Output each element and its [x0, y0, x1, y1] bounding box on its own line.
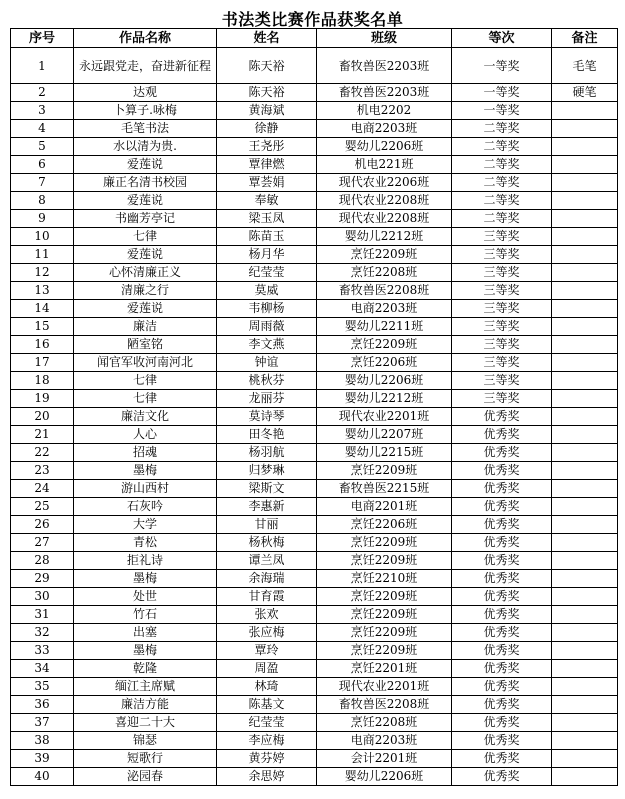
- table-row: [11, 444, 618, 462]
- cell-index: 2: [11, 84, 74, 102]
- cell-work-title: 闻官军收河南河北: [74, 354, 217, 372]
- cell-award-level: 三等奖: [452, 282, 552, 300]
- col-header-index: 序号: [11, 29, 74, 48]
- cell-work-title: 短歌行: [74, 750, 217, 768]
- cell-remark: [552, 120, 618, 138]
- cell-class: 烹饪2209班: [317, 462, 452, 480]
- table-row: [11, 480, 618, 498]
- cell-index: 23: [11, 462, 74, 480]
- col-header-name: 姓名: [217, 29, 317, 48]
- cell-name: 陈天裕: [217, 84, 317, 102]
- cell-remark: [552, 426, 618, 444]
- cell-name: 余思婷: [217, 768, 317, 786]
- table-row: [11, 390, 618, 408]
- cell-class: 烹饪2208班: [317, 714, 452, 732]
- cell-work-title: 爱莲说: [74, 192, 217, 210]
- cell-class: 现代农业2208班: [317, 192, 452, 210]
- cell-name: 谭兰凤: [217, 552, 317, 570]
- cell-name: 张欢: [217, 606, 317, 624]
- cell-name: 覃玲: [217, 642, 317, 660]
- table-row: [11, 174, 618, 192]
- cell-work-title: 廉洁文化: [74, 408, 217, 426]
- cell-award-level: 优秀奖: [452, 588, 552, 606]
- cell-work-title: 水以清为贵.: [74, 138, 217, 156]
- cell-index: 22: [11, 444, 74, 462]
- cell-award-level: 优秀奖: [452, 462, 552, 480]
- table-row: [11, 678, 618, 696]
- cell-name: 杨羽航: [217, 444, 317, 462]
- cell-remark: [552, 498, 618, 516]
- cell-class: 电商2203班: [317, 732, 452, 750]
- cell-remark: [552, 588, 618, 606]
- cell-name: 林琦: [217, 678, 317, 696]
- table-row: [11, 48, 618, 84]
- cell-index: 34: [11, 660, 74, 678]
- cell-name: 李应梅: [217, 732, 317, 750]
- cell-index: 16: [11, 336, 74, 354]
- cell-work-title: 心怀清廉正义: [74, 264, 217, 282]
- cell-class: 畜牧兽医2215班: [317, 480, 452, 498]
- cell-class: 烹饪2209班: [317, 642, 452, 660]
- cell-index: 30: [11, 588, 74, 606]
- cell-index: 21: [11, 426, 74, 444]
- cell-class: 畜牧兽医2203班: [317, 84, 452, 102]
- cell-work-title: 七律: [74, 372, 217, 390]
- table-row: [11, 192, 618, 210]
- cell-name: 李惠新: [217, 498, 317, 516]
- cell-work-title: 竹石: [74, 606, 217, 624]
- cell-work-title: 喜迎二十大: [74, 714, 217, 732]
- cell-remark: [552, 390, 618, 408]
- cell-work-title: 处世: [74, 588, 217, 606]
- cell-class: 烹饪2210班: [317, 570, 452, 588]
- cell-name: 杨秋梅: [217, 534, 317, 552]
- cell-index: 28: [11, 552, 74, 570]
- cell-remark: [552, 372, 618, 390]
- table-row: [11, 696, 618, 714]
- cell-work-title: 陋室铭: [74, 336, 217, 354]
- cell-remark: [552, 228, 618, 246]
- table-row: [11, 120, 618, 138]
- cell-work-title: 乾隆: [74, 660, 217, 678]
- cell-class: 婴幼儿2206班: [317, 138, 452, 156]
- cell-work-title: 墨梅: [74, 570, 217, 588]
- cell-award-level: 三等奖: [452, 264, 552, 282]
- table-row: [11, 354, 618, 372]
- cell-class: 婴幼儿2206班: [317, 768, 452, 786]
- cell-class: 烹饪2209班: [317, 336, 452, 354]
- cell-index: 31: [11, 606, 74, 624]
- cell-class: 现代农业2208班: [317, 210, 452, 228]
- col-header-work-title: 作品名称: [74, 29, 217, 48]
- table-row: [11, 660, 618, 678]
- cell-remark: [552, 732, 618, 750]
- cell-name: 纪莹莹: [217, 264, 317, 282]
- cell-remark: [552, 354, 618, 372]
- cell-award-level: 二等奖: [452, 192, 552, 210]
- cell-award-level: 优秀奖: [452, 768, 552, 786]
- cell-remark: [552, 678, 618, 696]
- cell-name: 余海瑞: [217, 570, 317, 588]
- cell-remark: [552, 534, 618, 552]
- cell-work-title: 人心: [74, 426, 217, 444]
- cell-work-title: 廉洁方能: [74, 696, 217, 714]
- table-row: [11, 372, 618, 390]
- col-header-remark: 备注: [552, 29, 618, 48]
- table-row: [11, 732, 618, 750]
- cell-name: 王尧彤: [217, 138, 317, 156]
- cell-award-level: 二等奖: [452, 174, 552, 192]
- col-header-award-level: 等次: [452, 29, 552, 48]
- table-row: [11, 426, 618, 444]
- cell-class: 烹饪2209班: [317, 552, 452, 570]
- cell-award-level: 优秀奖: [452, 732, 552, 750]
- table-row: [11, 138, 618, 156]
- cell-work-title: 青松: [74, 534, 217, 552]
- table-row: [11, 246, 618, 264]
- cell-name: 钟谊: [217, 354, 317, 372]
- cell-remark: [552, 768, 618, 786]
- cell-name: 奉敏: [217, 192, 317, 210]
- cell-index: 11: [11, 246, 74, 264]
- cell-name: 桃秋芬: [217, 372, 317, 390]
- cell-work-title: 泌园春: [74, 768, 217, 786]
- table-row: [11, 498, 618, 516]
- cell-work-title: 墨梅: [74, 642, 217, 660]
- cell-remark: [552, 444, 618, 462]
- cell-remark: [552, 138, 618, 156]
- cell-award-level: 三等奖: [452, 318, 552, 336]
- cell-award-level: 优秀奖: [452, 516, 552, 534]
- table-row: [11, 750, 618, 768]
- cell-award-level: 优秀奖: [452, 678, 552, 696]
- cell-index: 26: [11, 516, 74, 534]
- cell-award-level: 优秀奖: [452, 444, 552, 462]
- cell-class: 烹饪2209班: [317, 534, 452, 552]
- cell-remark: [552, 156, 618, 174]
- cell-class: 烹饪2209班: [317, 606, 452, 624]
- table-row: [11, 588, 618, 606]
- cell-work-title: 达观: [74, 84, 217, 102]
- cell-name: 莫诗琴: [217, 408, 317, 426]
- table-row: [11, 228, 618, 246]
- cell-work-title: 清廉之行: [74, 282, 217, 300]
- cell-name: 归梦琳: [217, 462, 317, 480]
- cell-index: 17: [11, 354, 74, 372]
- cell-index: 37: [11, 714, 74, 732]
- cell-name: 陈天裕: [217, 48, 317, 84]
- cell-award-level: 三等奖: [452, 228, 552, 246]
- cell-name: 甘丽: [217, 516, 317, 534]
- cell-index: 29: [11, 570, 74, 588]
- table-row: [11, 624, 618, 642]
- cell-index: 6: [11, 156, 74, 174]
- cell-index: 8: [11, 192, 74, 210]
- cell-work-title: 拒礼诗: [74, 552, 217, 570]
- cell-name: 陈基文: [217, 696, 317, 714]
- cell-work-title: 爱莲说: [74, 156, 217, 174]
- cell-name: 李文燕: [217, 336, 317, 354]
- table-row: [11, 318, 618, 336]
- table-row: [11, 300, 618, 318]
- cell-remark: [552, 210, 618, 228]
- cell-award-level: 优秀奖: [452, 534, 552, 552]
- table-row: [11, 282, 618, 300]
- cell-class: 婴幼儿2212班: [317, 228, 452, 246]
- cell-work-title: 廉正名清书校园: [74, 174, 217, 192]
- cell-work-title: 大学: [74, 516, 217, 534]
- cell-class: 烹饪2209班: [317, 246, 452, 264]
- cell-award-level: 优秀奖: [452, 498, 552, 516]
- cell-name: 覃律燃: [217, 156, 317, 174]
- cell-class: 现代农业2201班: [317, 678, 452, 696]
- cell-work-title: 游山西村: [74, 480, 217, 498]
- cell-name: 张应梅: [217, 624, 317, 642]
- cell-award-level: 优秀奖: [452, 606, 552, 624]
- cell-award-level: 二等奖: [452, 138, 552, 156]
- cell-award-level: 三等奖: [452, 336, 552, 354]
- cell-name: 杨月华: [217, 246, 317, 264]
- cell-name: 纪莹莹: [217, 714, 317, 732]
- table-row: [11, 714, 618, 732]
- cell-award-level: 优秀奖: [452, 750, 552, 768]
- cell-remark: [552, 192, 618, 210]
- cell-work-title: 永远跟党走，奋进新征程: [74, 48, 217, 84]
- cell-award-level: 三等奖: [452, 246, 552, 264]
- table-row: [11, 570, 618, 588]
- cell-award-level: 优秀奖: [452, 570, 552, 588]
- cell-class: 婴幼儿2211班: [317, 318, 452, 336]
- cell-index: 33: [11, 642, 74, 660]
- cell-index: 32: [11, 624, 74, 642]
- cell-award-level: 二等奖: [452, 156, 552, 174]
- cell-name: 周盈: [217, 660, 317, 678]
- cell-class: 现代农业2201班: [317, 408, 452, 426]
- cell-name: 甘育霞: [217, 588, 317, 606]
- cell-index: 15: [11, 318, 74, 336]
- cell-work-title: 缅江主席赋: [74, 678, 217, 696]
- cell-work-title: 毛笔书法: [74, 120, 217, 138]
- cell-name: 龙丽芬: [217, 390, 317, 408]
- cell-work-title: 爱莲说: [74, 246, 217, 264]
- cell-name: 黄芬婷: [217, 750, 317, 768]
- cell-work-title: 锦瑟: [74, 732, 217, 750]
- cell-award-level: 优秀奖: [452, 552, 552, 570]
- table-row: [11, 156, 618, 174]
- cell-class: 畜牧兽医2208班: [317, 282, 452, 300]
- cell-index: 35: [11, 678, 74, 696]
- table-row: [11, 606, 618, 624]
- cell-remark: [552, 246, 618, 264]
- page-title: 书法类比赛作品获奖名单: [221, 10, 404, 29]
- cell-index: 12: [11, 264, 74, 282]
- cell-work-title: 廉洁: [74, 318, 217, 336]
- cell-class: 烹饪2209班: [317, 588, 452, 606]
- cell-remark: [552, 300, 618, 318]
- cell-name: 周雨薇: [217, 318, 317, 336]
- cell-name: 黄海斌: [217, 102, 317, 120]
- cell-award-level: 优秀奖: [452, 642, 552, 660]
- table-row: [11, 210, 618, 228]
- cell-award-level: 一等奖: [452, 102, 552, 120]
- cell-remark: [552, 606, 618, 624]
- cell-class: 烹饪2208班: [317, 264, 452, 282]
- cell-award-level: 优秀奖: [452, 714, 552, 732]
- cell-award-level: 二等奖: [452, 120, 552, 138]
- cell-index: 18: [11, 372, 74, 390]
- cell-name: 梁玉凤: [217, 210, 317, 228]
- cell-class: 现代农业2206班: [317, 174, 452, 192]
- cell-name: 梁斯文: [217, 480, 317, 498]
- table-row: [11, 552, 618, 570]
- table-row: [11, 336, 618, 354]
- cell-index: 4: [11, 120, 74, 138]
- cell-index: 19: [11, 390, 74, 408]
- cell-remark: [552, 642, 618, 660]
- cell-remark: [552, 174, 618, 192]
- table-row: [11, 264, 618, 282]
- table-row: [11, 102, 618, 120]
- award-table: [10, 28, 618, 786]
- cell-class: 烹饪2206班: [317, 516, 452, 534]
- cell-class: 机电221班: [317, 156, 452, 174]
- cell-class: 畜牧兽医2203班: [317, 48, 452, 84]
- cell-index: 38: [11, 732, 74, 750]
- cell-remark: [552, 624, 618, 642]
- cell-index: 9: [11, 210, 74, 228]
- table-row: [11, 534, 618, 552]
- cell-remark: 毛笔: [552, 48, 618, 84]
- cell-class: 婴幼儿2206班: [317, 372, 452, 390]
- table-row: [11, 408, 618, 426]
- cell-work-title: 石灰吟: [74, 498, 217, 516]
- cell-award-level: 三等奖: [452, 390, 552, 408]
- cell-index: 1: [11, 48, 74, 84]
- cell-class: 婴幼儿2212班: [317, 390, 452, 408]
- cell-index: 7: [11, 174, 74, 192]
- cell-index: 25: [11, 498, 74, 516]
- cell-index: 39: [11, 750, 74, 768]
- cell-remark: [552, 570, 618, 588]
- cell-work-title: 墨梅: [74, 462, 217, 480]
- cell-award-level: 优秀奖: [452, 660, 552, 678]
- cell-class: 烹饪2209班: [317, 624, 452, 642]
- cell-award-level: 优秀奖: [452, 426, 552, 444]
- cell-index: 27: [11, 534, 74, 552]
- cell-class: 电商2201班: [317, 498, 452, 516]
- cell-work-title: 七律: [74, 390, 217, 408]
- cell-award-level: 优秀奖: [452, 624, 552, 642]
- cell-remark: [552, 660, 618, 678]
- cell-award-level: 优秀奖: [452, 696, 552, 714]
- cell-class: 烹饪2206班: [317, 354, 452, 372]
- table-row: [11, 84, 618, 102]
- table-row: [11, 768, 618, 786]
- cell-award-level: 三等奖: [452, 372, 552, 390]
- cell-remark: [552, 282, 618, 300]
- cell-award-level: 二等奖: [452, 210, 552, 228]
- cell-award-level: 优秀奖: [452, 408, 552, 426]
- cell-work-title: 七律: [74, 228, 217, 246]
- cell-award-level: 三等奖: [452, 300, 552, 318]
- cell-index: 14: [11, 300, 74, 318]
- cell-class: 电商2203班: [317, 300, 452, 318]
- cell-remark: [552, 480, 618, 498]
- cell-remark: [552, 552, 618, 570]
- cell-name: 覃荟娟: [217, 174, 317, 192]
- cell-award-level: 三等奖: [452, 354, 552, 372]
- cell-index: 40: [11, 768, 74, 786]
- table-row: [11, 462, 618, 480]
- cell-remark: [552, 696, 618, 714]
- cell-award-level: 优秀奖: [452, 480, 552, 498]
- cell-name: 田冬艳: [217, 426, 317, 444]
- cell-class: 烹饪2201班: [317, 660, 452, 678]
- cell-remark: [552, 264, 618, 282]
- cell-name: 莫威: [217, 282, 317, 300]
- cell-class: 畜牧兽医2208班: [317, 696, 452, 714]
- cell-award-level: 一等奖: [452, 84, 552, 102]
- cell-remark: [552, 750, 618, 768]
- cell-work-title: 卜算子.咏梅: [74, 102, 217, 120]
- cell-name: 徐静: [217, 120, 317, 138]
- cell-index: 3: [11, 102, 74, 120]
- table-header-row: [11, 29, 618, 48]
- cell-class: 婴幼儿2207班: [317, 426, 452, 444]
- cell-work-title: 出塞: [74, 624, 217, 642]
- table-row: [11, 642, 618, 660]
- cell-class: 婴幼儿2215班: [317, 444, 452, 462]
- cell-remark: 硬笔: [552, 84, 618, 102]
- cell-class: 电商2203班: [317, 120, 452, 138]
- cell-remark: [552, 408, 618, 426]
- cell-index: 5: [11, 138, 74, 156]
- cell-work-title: 招魂: [74, 444, 217, 462]
- cell-name: 陈苗玉: [217, 228, 317, 246]
- cell-remark: [552, 336, 618, 354]
- cell-remark: [552, 516, 618, 534]
- cell-work-title: 爱莲说: [74, 300, 217, 318]
- cell-index: 10: [11, 228, 74, 246]
- table-row: [11, 516, 618, 534]
- cell-index: 36: [11, 696, 74, 714]
- cell-remark: [552, 102, 618, 120]
- cell-class: 会计2201班: [317, 750, 452, 768]
- table-body: [11, 48, 618, 786]
- col-header-class: 班级: [317, 29, 452, 48]
- cell-index: 20: [11, 408, 74, 426]
- cell-name: 韦柳杨: [217, 300, 317, 318]
- cell-index: 24: [11, 480, 74, 498]
- cell-remark: [552, 318, 618, 336]
- cell-award-level: 一等奖: [452, 48, 552, 84]
- cell-work-title: 书幽芳亭记: [74, 210, 217, 228]
- cell-remark: [552, 714, 618, 732]
- cell-remark: [552, 462, 618, 480]
- cell-index: 13: [11, 282, 74, 300]
- cell-class: 机电2202: [317, 102, 452, 120]
